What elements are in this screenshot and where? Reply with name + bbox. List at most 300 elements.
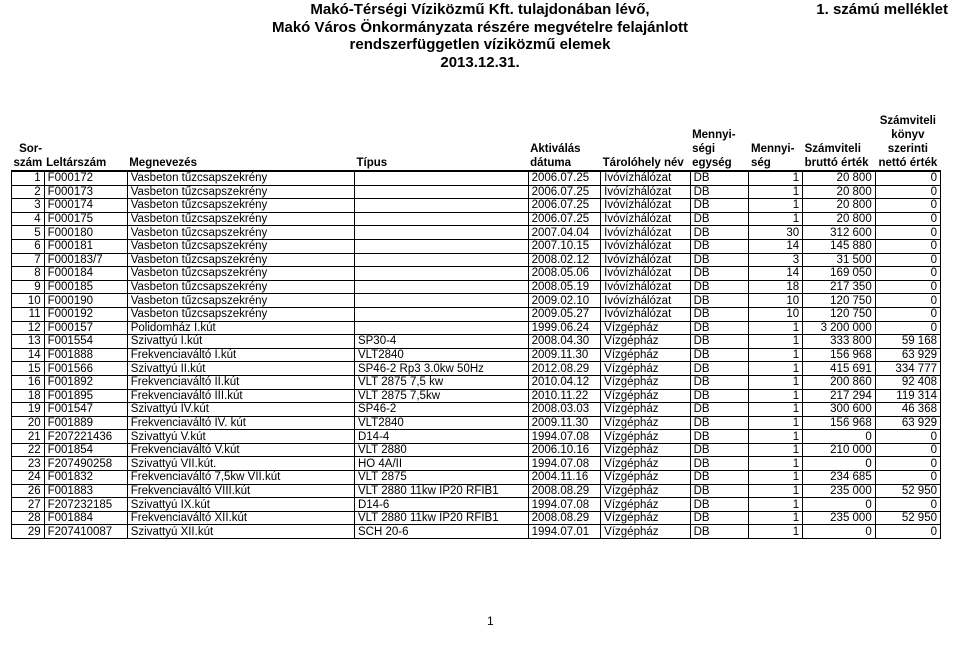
cell-sorszam: 14 [12, 348, 45, 362]
cell-mennyiseg: 1 [749, 471, 803, 485]
cell-tarolohely: Vízgépház [601, 375, 690, 389]
cell-tipus: D14-6 [354, 498, 528, 512]
cell-egyseg: DB [690, 362, 749, 376]
cell-tipus [354, 267, 528, 281]
cell-tarolohely: Vízgépház [601, 525, 690, 539]
cell-leltarszam: F001547 [44, 403, 127, 417]
cell-brutto: 20 800 [803, 171, 876, 185]
cell-mennyiseg: 1 [749, 171, 803, 185]
cell-aktivalas: 2007.04.04 [528, 226, 601, 240]
cell-sorszam: 19 [12, 403, 45, 417]
cell-brutto: 156 968 [803, 348, 876, 362]
cell-sorszam: 10 [12, 294, 45, 308]
title-line-3: rendszerfüggetlen víziközmű elemek [349, 36, 611, 53]
cell-megnevezes: Polidomház I.kút [127, 321, 354, 335]
cell-mennyiseg: 1 [749, 416, 803, 430]
cell-tarolohely: Ivóvízhálózat [601, 226, 690, 240]
table-row [12, 511, 941, 525]
cell-aktivalas: 2006.07.25 [528, 185, 601, 199]
col-leltarszam: Leltárszám [44, 92, 127, 171]
table-row [12, 471, 941, 485]
cell-tipus: VLT2840 [354, 348, 528, 362]
table-row [12, 484, 941, 498]
cell-egyseg: DB [690, 389, 749, 403]
cell-sorszam: 6 [12, 239, 45, 253]
cell-brutto: 0 [803, 430, 876, 444]
cell-sorszam: 16 [12, 375, 45, 389]
cell-tipus [354, 321, 528, 335]
cell-megnevezes: Frekvenciaváltó IV. kút [127, 416, 354, 430]
cell-mennyiseg: 1 [749, 403, 803, 417]
cell-aktivalas: 2008.08.29 [528, 511, 601, 525]
cell-netto: 0 [875, 498, 940, 512]
cell-brutto: 20 800 [803, 199, 876, 213]
asset-table [11, 92, 941, 539]
cell-megnevezes: Frekvenciaváltó 7,5kw VII.kút [127, 471, 354, 485]
cell-brutto: 169 050 [803, 267, 876, 281]
cell-tarolohely: Vízgépház [601, 498, 690, 512]
table-header [12, 92, 941, 171]
cell-sorszam: 26 [12, 484, 45, 498]
cell-tarolohely: Vízgépház [601, 389, 690, 403]
cell-megnevezes: Vasbeton tűzcsapszekrény [127, 294, 354, 308]
cell-aktivalas: 2009.11.30 [528, 348, 601, 362]
cell-tarolohely: Ivóvízhálózat [601, 294, 690, 308]
cell-netto: 0 [875, 525, 940, 539]
cell-leltarszam: F207490258 [44, 457, 127, 471]
cell-tarolohely: Ivóvízhálózat [601, 267, 690, 281]
cell-megnevezes: Frekvenciaváltó III.kút [127, 389, 354, 403]
cell-leltarszam: F207232185 [44, 498, 127, 512]
cell-egyseg: DB [690, 335, 749, 349]
cell-aktivalas: 2008.04.30 [528, 335, 601, 349]
cell-tarolohely: Vízgépház [601, 457, 690, 471]
cell-megnevezes: Vasbeton tűzcsapszekrény [127, 239, 354, 253]
cell-aktivalas: 2006.07.25 [528, 212, 601, 226]
table-row [12, 389, 941, 403]
table-row [12, 280, 941, 294]
cell-leltarszam: F001895 [44, 389, 127, 403]
cell-mennyiseg: 1 [749, 443, 803, 457]
cell-egyseg: DB [690, 484, 749, 498]
cell-brutto: 20 800 [803, 212, 876, 226]
cell-aktivalas: 2006.10.16 [528, 443, 601, 457]
cell-aktivalas: 2010.04.12 [528, 375, 601, 389]
document-title [270, 1, 690, 71]
cell-tipus [354, 212, 528, 226]
cell-megnevezes: Szivattyú XII.kút [127, 525, 354, 539]
cell-netto: 63 929 [875, 416, 940, 430]
cell-tipus [354, 226, 528, 240]
cell-mennyiseg: 1 [749, 212, 803, 226]
cell-tarolohely: Ivóvízhálózat [601, 307, 690, 321]
cell-tipus: VLT 2880 11kw IP20 RFIB1 [354, 511, 528, 525]
table-row [12, 457, 941, 471]
cell-netto: 52 950 [875, 484, 940, 498]
cell-mennyiseg: 1 [749, 199, 803, 213]
cell-mennyiseg: 10 [749, 294, 803, 308]
cell-leltarszam: F001554 [44, 335, 127, 349]
cell-brutto: 312 600 [803, 226, 876, 240]
cell-tarolohely: Vízgépház [601, 471, 690, 485]
cell-brutto: 235 000 [803, 511, 876, 525]
table-row [12, 348, 941, 362]
cell-brutto: 31 500 [803, 253, 876, 267]
cell-egyseg: DB [690, 294, 749, 308]
cell-megnevezes: Vasbeton tűzcsapszekrény [127, 280, 354, 294]
table-row [12, 525, 941, 539]
cell-aktivalas: 1994.07.08 [528, 430, 601, 444]
cell-leltarszam: F000184 [44, 267, 127, 281]
table-row [12, 253, 941, 267]
cell-megnevezes: Vasbeton tűzcsapszekrény [127, 199, 354, 213]
cell-brutto: 210 000 [803, 443, 876, 457]
cell-leltarszam: F000172 [44, 171, 127, 185]
cell-sorszam: 18 [12, 389, 45, 403]
cell-aktivalas: 2007.10.15 [528, 239, 601, 253]
cell-netto: 92 408 [875, 375, 940, 389]
cell-egyseg: DB [690, 171, 749, 185]
cell-sorszam: 12 [12, 321, 45, 335]
cell-egyseg: DB [690, 185, 749, 199]
cell-tarolohely: Ivóvízhálózat [601, 239, 690, 253]
table-row [12, 267, 941, 281]
cell-tipus: VLT 2875 7,5 kw [354, 375, 528, 389]
cell-megnevezes: Szivattyú VII.kút. [127, 457, 354, 471]
cell-egyseg: DB [690, 443, 749, 457]
cell-sorszam: 22 [12, 443, 45, 457]
table-row [12, 498, 941, 512]
cell-sorszam: 9 [12, 280, 45, 294]
cell-leltarszam: F000185 [44, 280, 127, 294]
cell-sorszam: 3 [12, 199, 45, 213]
cell-brutto: 300 600 [803, 403, 876, 417]
cell-leltarszam: F001889 [44, 416, 127, 430]
cell-mennyiseg: 14 [749, 239, 803, 253]
cell-tarolohely: Vízgépház [601, 430, 690, 444]
cell-tipus: HO 4A/II [354, 457, 528, 471]
cell-leltarszam: F001892 [44, 375, 127, 389]
cell-aktivalas: 2006.07.25 [528, 171, 601, 185]
table-row [12, 239, 941, 253]
cell-aktivalas: 1994.07.08 [528, 498, 601, 512]
cell-egyseg: DB [690, 498, 749, 512]
cell-netto: 63 929 [875, 348, 940, 362]
cell-netto: 0 [875, 430, 940, 444]
cell-leltarszam: F207221436 [44, 430, 127, 444]
table-row [12, 321, 941, 335]
cell-sorszam: 21 [12, 430, 45, 444]
cell-leltarszam: F001832 [44, 471, 127, 485]
table-body [12, 171, 941, 539]
cell-aktivalas: 2009.05.27 [528, 307, 601, 321]
cell-tarolohely: Ivóvízhálózat [601, 212, 690, 226]
cell-brutto: 234 685 [803, 471, 876, 485]
table-row [12, 403, 941, 417]
cell-aktivalas: 1994.07.01 [528, 525, 601, 539]
table-row [12, 199, 941, 213]
cell-mennyiseg: 30 [749, 226, 803, 240]
cell-tipus [354, 253, 528, 267]
cell-netto: 0 [875, 457, 940, 471]
cell-egyseg: DB [690, 321, 749, 335]
cell-leltarszam: F000183/7 [44, 253, 127, 267]
cell-egyseg: DB [690, 416, 749, 430]
cell-leltarszam: F000173 [44, 185, 127, 199]
annex-label: 1. számú melléklet [816, 1, 948, 18]
cell-sorszam: 29 [12, 525, 45, 539]
cell-sorszam: 8 [12, 267, 45, 281]
cell-mennyiseg: 18 [749, 280, 803, 294]
cell-netto: 0 [875, 212, 940, 226]
cell-brutto: 200 860 [803, 375, 876, 389]
cell-brutto: 156 968 [803, 416, 876, 430]
cell-leltarszam: F000174 [44, 199, 127, 213]
table-row [12, 185, 941, 199]
page-number: 1 [487, 614, 494, 628]
col-sorszam: Sor- szám [12, 92, 45, 171]
cell-aktivalas: 2009.02.10 [528, 294, 601, 308]
cell-netto: 0 [875, 171, 940, 185]
cell-brutto: 217 294 [803, 389, 876, 403]
cell-megnevezes: Vasbeton tűzcsapszekrény [127, 226, 354, 240]
cell-netto: 59 168 [875, 335, 940, 349]
table-row [12, 171, 941, 185]
cell-mennyiseg: 1 [749, 335, 803, 349]
cell-megnevezes: Frekvenciaváltó XII.kút [127, 511, 354, 525]
cell-mennyiseg: 1 [749, 185, 803, 199]
cell-mennyiseg: 1 [749, 321, 803, 335]
cell-aktivalas: 2008.05.19 [528, 280, 601, 294]
cell-tipus: VLT2840 [354, 416, 528, 430]
cell-tipus [354, 185, 528, 199]
cell-tarolohely: Ivóvízhálózat [601, 280, 690, 294]
cell-brutto: 0 [803, 457, 876, 471]
cell-sorszam: 20 [12, 416, 45, 430]
cell-leltarszam: F001566 [44, 362, 127, 376]
cell-tipus: SCH 20-6 [354, 525, 528, 539]
cell-sorszam: 13 [12, 335, 45, 349]
cell-aktivalas: 2004.11.16 [528, 471, 601, 485]
cell-aktivalas: 2009.11.30 [528, 416, 601, 430]
cell-netto: 334 777 [875, 362, 940, 376]
title-line-2: Makó Város Önkormányzata részére megvételre felajánlott [271, 18, 688, 36]
cell-tarolohely: Ivóvízhálózat [601, 199, 690, 213]
cell-megnevezes: Vasbeton tűzcsapszekrény [127, 267, 354, 281]
cell-egyseg: DB [690, 280, 749, 294]
cell-leltarszam: F001888 [44, 348, 127, 362]
cell-netto: 0 [875, 471, 940, 485]
cell-leltarszam: F000181 [44, 239, 127, 253]
cell-megnevezes: Vasbeton tűzcsapszekrény [127, 185, 354, 199]
cell-sorszam: 24 [12, 471, 45, 485]
cell-megnevezes: Vasbeton tűzcsapszekrény [127, 253, 354, 267]
cell-leltarszam: F000175 [44, 212, 127, 226]
cell-tipus: D14-4 [354, 430, 528, 444]
cell-tarolohely: Vízgépház [601, 362, 690, 376]
cell-egyseg: DB [690, 457, 749, 471]
cell-mennyiseg: 3 [749, 253, 803, 267]
cell-mennyiseg: 1 [749, 484, 803, 498]
cell-sorszam: 1 [12, 171, 45, 185]
cell-sorszam: 23 [12, 457, 45, 471]
col-aktivalas: Aktiválás dátuma [528, 92, 601, 171]
cell-netto: 0 [875, 267, 940, 281]
cell-brutto: 145 880 [803, 239, 876, 253]
cell-mennyiseg: 1 [749, 389, 803, 403]
cell-netto: 0 [875, 185, 940, 199]
cell-brutto: 120 750 [803, 294, 876, 308]
cell-mennyiseg: 1 [749, 457, 803, 471]
cell-tipus: SP46-2 Rp3 3.0kw 50Hz [354, 362, 528, 376]
cell-aktivalas: 2008.05.06 [528, 267, 601, 281]
cell-mennyiseg: 1 [749, 362, 803, 376]
cell-megnevezes: Vasbeton tűzcsapszekrény [127, 307, 354, 321]
cell-egyseg: DB [690, 267, 749, 281]
cell-leltarszam: F000190 [44, 294, 127, 308]
cell-aktivalas: 2006.07.25 [528, 199, 601, 213]
cell-egyseg: DB [690, 430, 749, 444]
cell-egyseg: DB [690, 348, 749, 362]
cell-egyseg: DB [690, 199, 749, 213]
cell-mennyiseg: 1 [749, 375, 803, 389]
col-netto-ertek: Számviteli könyv szerinti nettó érték [875, 92, 940, 171]
table-row [12, 416, 941, 430]
cell-netto: 0 [875, 199, 940, 213]
cell-sorszam: 15 [12, 362, 45, 376]
cell-brutto: 235 000 [803, 484, 876, 498]
cell-tipus: SP30-4 [354, 335, 528, 349]
cell-egyseg: DB [690, 307, 749, 321]
cell-netto: 0 [875, 239, 940, 253]
cell-netto: 0 [875, 280, 940, 294]
cell-aktivalas: 2008.02.12 [528, 253, 601, 267]
cell-tipus: VLT 2880 [354, 443, 528, 457]
cell-tipus [354, 171, 528, 185]
cell-egyseg: DB [690, 212, 749, 226]
table-row [12, 443, 941, 457]
cell-netto: 0 [875, 307, 940, 321]
cell-sorszam: 11 [12, 307, 45, 321]
table-row [12, 375, 941, 389]
cell-megnevezes: Szivattyú I.kút [127, 335, 354, 349]
cell-mennyiseg: 14 [749, 267, 803, 281]
cell-megnevezes: Vasbeton tűzcsapszekrény [127, 212, 354, 226]
cell-netto: 0 [875, 226, 940, 240]
cell-tarolohely: Vízgépház [601, 443, 690, 457]
cell-tarolohely: Ivóvízhálózat [601, 253, 690, 267]
cell-sorszam: 5 [12, 226, 45, 240]
cell-aktivalas: 2008.08.29 [528, 484, 601, 498]
cell-egyseg: DB [690, 239, 749, 253]
cell-megnevezes: Frekvenciaváltó I.kút [127, 348, 354, 362]
cell-tarolohely: Vízgépház [601, 511, 690, 525]
cell-megnevezes: Vasbeton tűzcsapszekrény [127, 171, 354, 185]
title-line-1: Makó-Térségi Víziközmű Kft. tulajdonában lévő, [310, 1, 650, 18]
cell-mennyiseg: 1 [749, 511, 803, 525]
cell-aktivalas: 2008.03.03 [528, 403, 601, 417]
cell-egyseg: DB [690, 511, 749, 525]
cell-tarolohely: Vízgépház [601, 335, 690, 349]
cell-tarolohely: Ivóvízhálózat [601, 171, 690, 185]
cell-tarolohely: Vízgépház [601, 416, 690, 430]
cell-netto: 119 314 [875, 389, 940, 403]
cell-aktivalas: 2010.11.22 [528, 389, 601, 403]
cell-tipus [354, 307, 528, 321]
col-brutto-ertek: Számviteli bruttó érték [803, 92, 876, 171]
table-row [12, 307, 941, 321]
cell-leltarszam: F001883 [44, 484, 127, 498]
cell-brutto: 415 691 [803, 362, 876, 376]
cell-megnevezes: Frekvenciaváltó II.kút [127, 375, 354, 389]
cell-egyseg: DB [690, 471, 749, 485]
cell-netto: 0 [875, 321, 940, 335]
cell-brutto: 0 [803, 498, 876, 512]
cell-netto: 52 950 [875, 511, 940, 525]
cell-tarolohely: Vízgépház [601, 348, 690, 362]
cell-sorszam: 2 [12, 185, 45, 199]
cell-brutto: 3 200 000 [803, 321, 876, 335]
col-megnevezes: Megnevezés [127, 92, 354, 171]
cell-megnevezes: Frekvenciaváltó V.kút [127, 443, 354, 457]
cell-aktivalas: 1999.06.24 [528, 321, 601, 335]
cell-brutto: 0 [803, 525, 876, 539]
cell-mennyiseg: 1 [749, 348, 803, 362]
cell-tipus [354, 239, 528, 253]
cell-tipus: SP46-2 [354, 403, 528, 417]
cell-tarolohely: Vízgépház [601, 321, 690, 335]
cell-megnevezes: Frekvenciaváltó VIII.kút [127, 484, 354, 498]
cell-sorszam: 7 [12, 253, 45, 267]
cell-mennyiseg: 10 [749, 307, 803, 321]
cell-leltarszam: F000180 [44, 226, 127, 240]
cell-leltarszam: F207410087 [44, 525, 127, 539]
col-tipus: Típus [354, 92, 528, 171]
cell-egyseg: DB [690, 253, 749, 267]
cell-tipus [354, 199, 528, 213]
title-date: 2013.12.31. [440, 53, 520, 71]
cell-leltarszam: F001884 [44, 511, 127, 525]
cell-tarolohely: Ivóvízhálózat [601, 185, 690, 199]
cell-netto: 0 [875, 294, 940, 308]
cell-tipus: VLT 2880 11kw IP20 RFIB1 [354, 484, 528, 498]
cell-egyseg: DB [690, 375, 749, 389]
cell-tarolohely: Vízgépház [601, 403, 690, 417]
cell-megnevezes: Szivattyú IX.kút [127, 498, 354, 512]
cell-leltarszam: F001854 [44, 443, 127, 457]
table-row [12, 335, 941, 349]
table-row [12, 362, 941, 376]
table-row [12, 226, 941, 240]
cell-brutto: 217 350 [803, 280, 876, 294]
table-row [12, 212, 941, 226]
cell-egyseg: DB [690, 226, 749, 240]
cell-tipus: VLT 2875 [354, 471, 528, 485]
cell-egyseg: DB [690, 403, 749, 417]
cell-megnevezes: Szivattyú II.kút [127, 362, 354, 376]
cell-tipus: VLT 2875 7,5kw [354, 389, 528, 403]
col-tarolohely: Tárolóhely név [601, 92, 690, 171]
cell-brutto: 333 800 [803, 335, 876, 349]
cell-brutto: 120 750 [803, 307, 876, 321]
cell-egyseg: DB [690, 525, 749, 539]
cell-tipus [354, 280, 528, 294]
cell-leltarszam: F000192 [44, 307, 127, 321]
cell-sorszam: 28 [12, 511, 45, 525]
cell-sorszam: 27 [12, 498, 45, 512]
cell-brutto: 20 800 [803, 185, 876, 199]
cell-aktivalas: 1994.07.08 [528, 457, 601, 471]
